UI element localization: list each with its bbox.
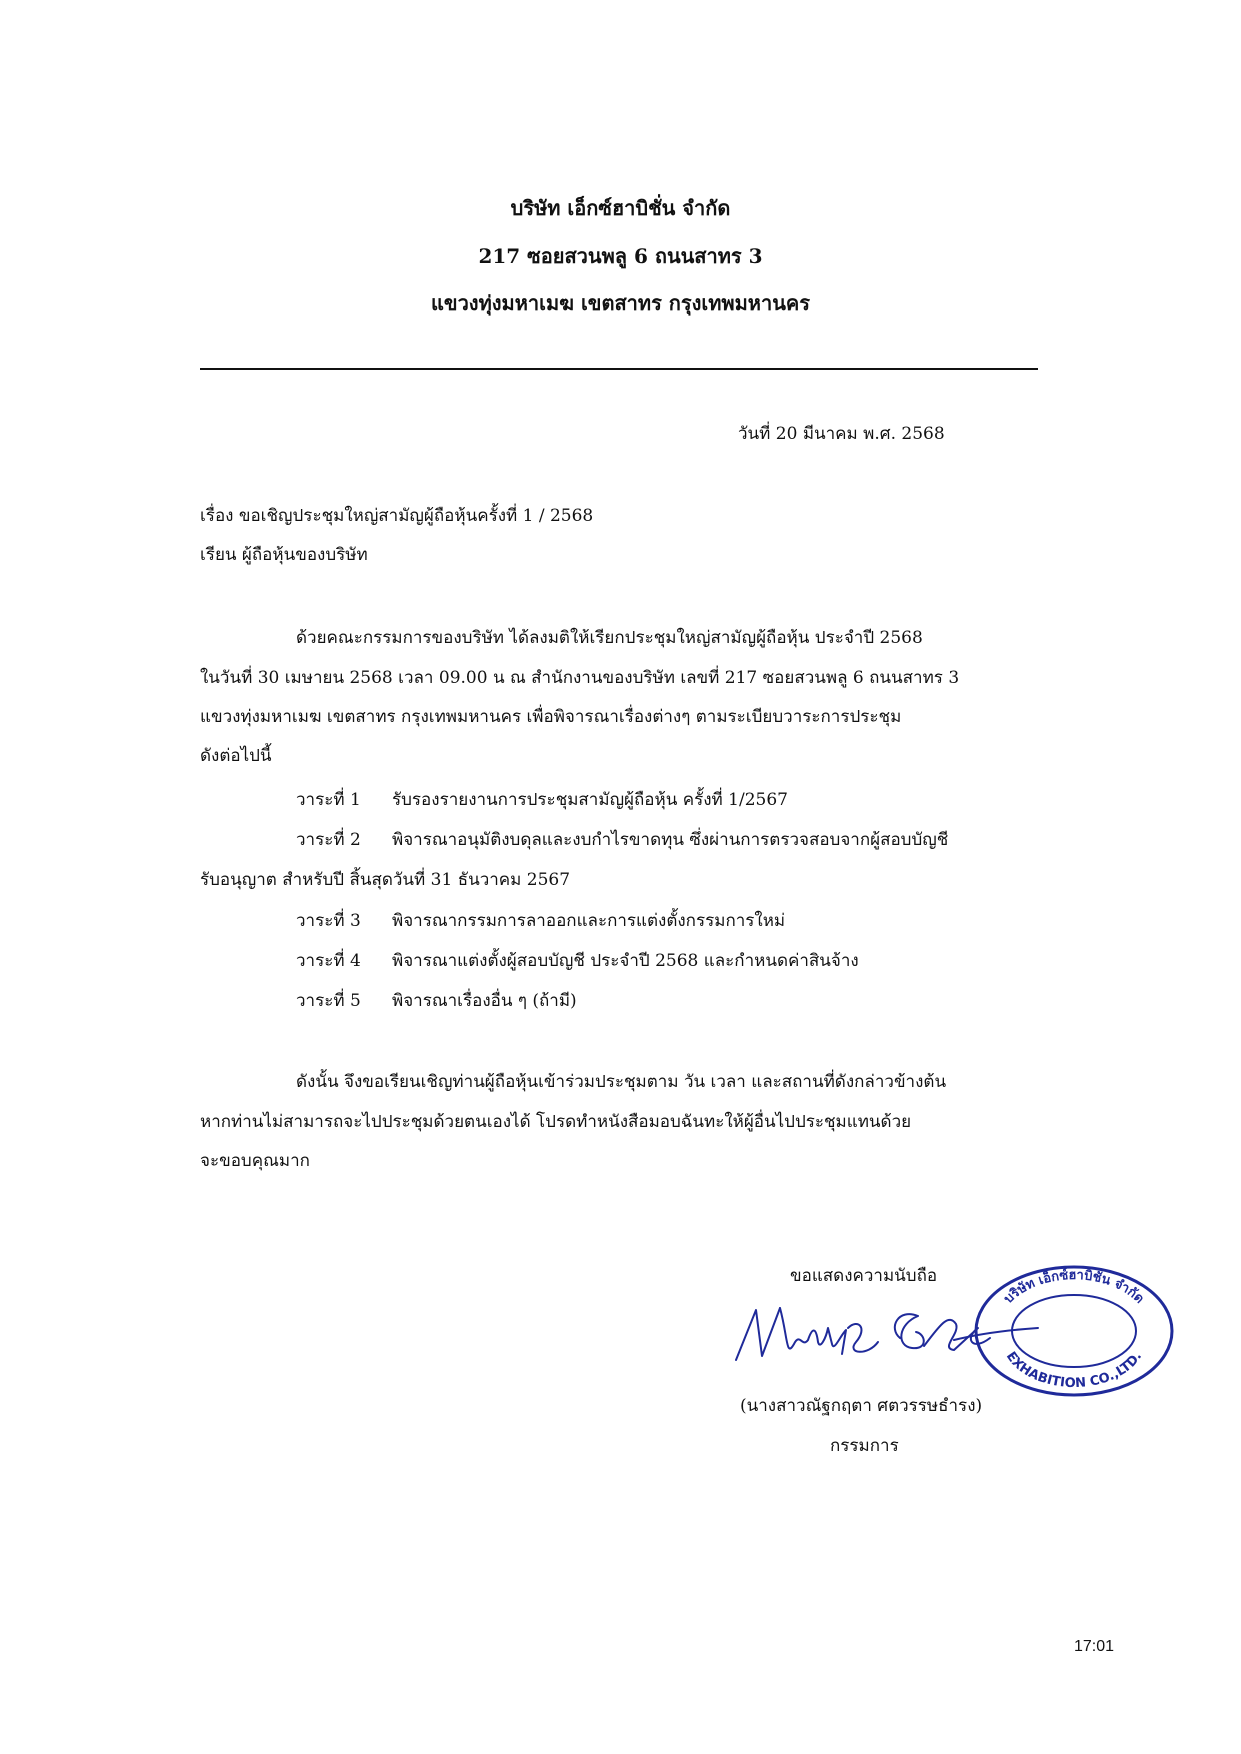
agenda-text: พิจารณาเรื่องอื่น ๆ (ถ้ามี) [392, 991, 577, 1011]
agenda-text: รับรองรายงานการประชุมสามัญผู้ถือหุ้น ครั้งที่ 1/2567 [392, 790, 788, 810]
signer-title: กรรมการ [830, 1436, 899, 1456]
intro-line-4: ดังต่อไปนี้ [200, 746, 272, 766]
agenda-text: พิจารณากรรมการลาออกและการแต่งตั้งกรรมการใหม่ [392, 911, 786, 931]
agenda-item [296, 907, 785, 934]
closing-line-3: จะขอบคุณมาก [200, 1151, 310, 1171]
intro-line-1: ด้วยคณะกรรมการของบริษัท ได้ลงมติให้เรียกประชุมใหญ่สามัญผู้ถือหุ้น ประจำปี 2568 [296, 628, 923, 648]
svg-text:บริษัท เอ็กซ์ฮาบิชั่น จำกัด [1001, 1267, 1146, 1307]
company-seal-stamp [968, 1255, 1180, 1397]
agenda-number: วาระที่ 4 [296, 951, 361, 971]
agenda-item [296, 947, 859, 974]
agenda-item [296, 826, 948, 853]
closing-line-2: หากท่านไม่สามารถจะไปประชุมด้วยตนเองได้ โปรดทำหนังสือมอบฉันทะให้ผู้อื่นไปประชุมแทนด้วย [200, 1112, 912, 1132]
letter-date: วันที่ 20 มีนาคม พ.ศ. 2568 [738, 424, 945, 444]
stamp-bottom-text: EXHABITION CO.,LTD. [1002, 1349, 1146, 1392]
closing-line-1: ดังนั้น จึงขอเรียนเชิญท่านผู้ถือหุ้นเข้าร่วมประชุมตาม วัน เวลา และสถานที่ดังกล่าวข้างต้น [296, 1072, 947, 1092]
page-timestamp: 17:01 [1074, 1638, 1115, 1655]
letter-recipient: เรียน ผู้ถือหุ้นของบริษัท [200, 545, 368, 565]
agenda-text: พิจารณาอนุมัติงบดุลและงบกำไรขาดทุน ซึ่งผ่านการตรวจสอบจากผู้สอบบัญชี [392, 830, 949, 850]
agenda-item [296, 786, 788, 813]
company-name: บริษัท เอ็กซ์ฮาบิชั่น จำกัด [510, 196, 731, 220]
agenda-number: วาระที่ 3 [296, 911, 361, 931]
agenda-number: วาระที่ 5 [296, 991, 361, 1011]
intro-line-3: แขวงทุ่งมหาเมฆ เขตสาทร กรุงเทพมหานคร เพื่อพิจารณาเรื่องต่างๆ ตามระเบียบวาระการประชุม [200, 707, 902, 727]
letter-subject: เรื่อง ขอเชิญประชุมใหญ่สามัญผู้ถือหุ้นครั้งที่ 1 / 2568 [200, 506, 594, 526]
agenda-item-continued: รับอนุญาต สำหรับปี สิ้นสุดวันที่ 31 ธันวาคม 2567 [200, 870, 571, 890]
signer-name: (นางสาวณัฐกฤตา ศตวรรษธำรง) [740, 1396, 983, 1416]
agenda-item [296, 987, 577, 1014]
company-address-line1: 217 ซอยสวนพลู 6 ถนนสาทร 3 [478, 244, 763, 268]
agenda-number: วาระที่ 1 [296, 790, 361, 810]
company-address-line2: แขวงทุ่งมหาเมฆ เขตสาทร กรุงเทพมหานคร [431, 291, 810, 315]
intro-line-2: ในวันที่ 30 เมษายน 2568 เวลา 09.00 น ณ สำนักงานของบริษัท เลขที่ 217 ซอยสวนพลู 6 ถนนสาทร 3 [200, 668, 960, 688]
agenda-number: วาระที่ 2 [296, 830, 361, 850]
agenda-text: พิจารณาแต่งตั้งผู้สอบบัญชี ประจำปี 2568 และกำหนดค่าสินจ้าง [392, 951, 859, 971]
signoff: ขอแสดงความนับถือ [790, 1266, 938, 1286]
header-divider [200, 368, 1038, 370]
stamp-top-text: บริษัท เอ็กซ์ฮาบิชั่น จำกัด [1001, 1267, 1147, 1307]
